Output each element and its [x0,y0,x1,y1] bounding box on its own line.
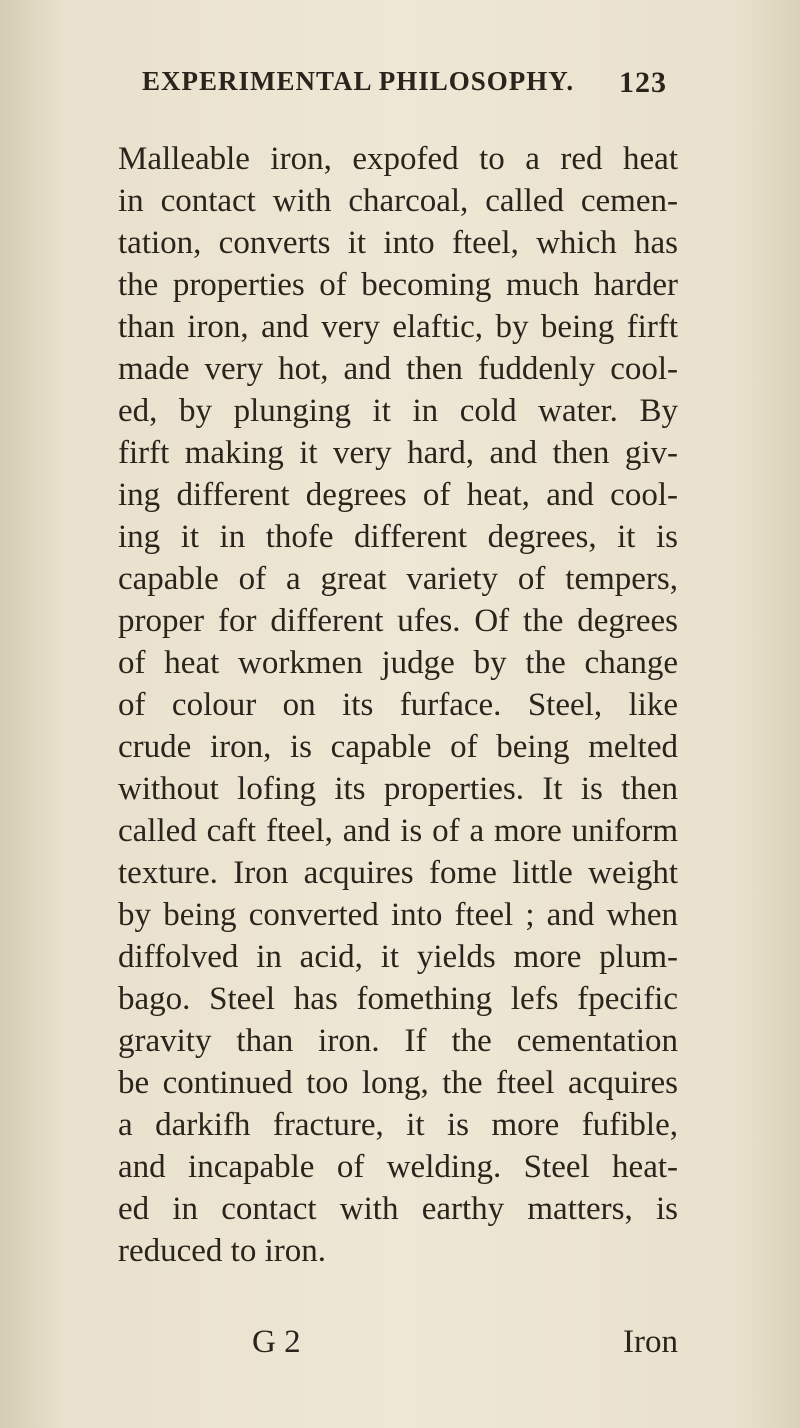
text-line: made very hot, and then fuddenly cool- [118,351,678,387]
text-line: than iron, and very elaftic, by being firft [118,309,678,345]
text-line: Malleable iron, expofed to a red heat [118,141,678,177]
text-line: be continued too long, the fteel acquires [118,1065,678,1101]
text-line: diffolved in acid, it yields more plum- [118,939,678,975]
catchword: Iron [623,1324,678,1360]
text-line: firft making it very hard, and then giv- [118,435,678,471]
text-line: ed, by plunging it in cold water. By [118,393,678,429]
text-line: proper for different ufes. Of the degrees [118,603,678,639]
text-line: ed in contact with earthy matters, is [118,1191,678,1227]
body-text [118,138,678,1272]
text-line: crude iron, is capable of being melted [118,729,678,765]
text-line: ing it in thofe different degrees, it is [118,519,678,555]
text-line: a darkifh fracture, it is more fufible, [118,1107,678,1143]
text-line: gravity than iron. If the cementation [118,1023,678,1059]
text-line: in contact with charcoal, called cemen- [118,183,678,219]
text-line: of colour on its furface. Steel, like [118,687,678,723]
text-line: capable of a great variety of tempers, [118,561,678,597]
signature-mark: G 2 [252,1324,301,1360]
text-line: of heat workmen judge by the change [118,645,678,681]
text-line: called caft fteel, and is of a more uniform [118,813,678,849]
text-line: the properties of becoming much harder [118,267,678,303]
text-line: without lofing its properties. It is then [118,771,678,807]
running-title: EXPERIMENTAL PHILOSOPHY. [142,66,575,96]
page-number: 123 [619,66,667,99]
text-line: by being converted into fteel ; and when [118,897,678,933]
page-footer [118,1324,678,1368]
text-line: texture. Iron acquires fome little weight [118,855,678,891]
text-line: reduced to iron. [118,1233,327,1269]
text-line: bago. Steel has fomething lefs fpecific [118,981,678,1017]
text-line: tation, converts it into fteel, which has [118,225,678,261]
text-line: and incapable of welding. Steel heat- [118,1149,678,1185]
text-line: ing different degrees of heat, and cool- [118,477,678,513]
